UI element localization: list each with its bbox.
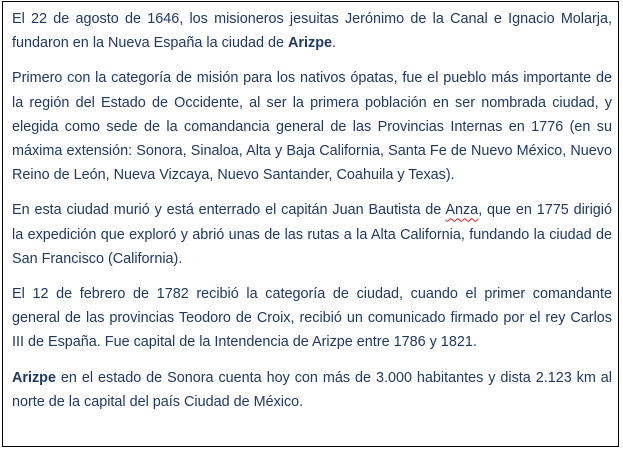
paragraph-2: Primero con la categoría de misión para los nativos ópatas, fue el pueblo más importante de la región del Estado de Occidente, al ser la primera población en ser nombrada ciudad, y elegida como sede de la comandancia general de las Provincias Internas en 1776 (en su máxima extensión: Sonora, Sinaloa, Alta y Baja California, Santa Fe de Nuevo México, Nuevo Reino de León, Nueva Vizcaya, Nuevo Santander, Coahuila y Texas). [12, 70, 612, 184]
city-name-bold-2: Arizpe [12, 369, 56, 386]
paragraph-5-text: en el estado de Sonora cuenta hoy con más de 3.000 habitantes y dista 2.123 km al norte de la capital del país Ciudad de México. [12, 369, 612, 410]
document-body [12, 7, 612, 425]
text-box-frame [2, 1, 619, 447]
city-name-bold: Arizpe [288, 35, 333, 52]
paragraph-3 [12, 198, 612, 271]
paragraph-1 [12, 7, 612, 55]
paragraph-1-end: . [332, 35, 337, 52]
paragraph-4: El 12 de febrero de 1782 recibió la categoría de ciudad, cuando el primer comandante general de las provincias Teodoro de Croix, recibió un comunicado firmado por el rey Carlos III de España. Fue capital de la Intendencia de Arizpe entre 1786 y 1821. [12, 286, 612, 351]
paragraph-5 [12, 366, 612, 414]
paragraph-3-after: , que en 1775 dirigió la expedición que exploró y abrió unas de las rutas a la Alta California, fundando la ciudad de San Francisco (California). [12, 202, 612, 267]
paragraph-1-text: El 22 de agosto de 1646, los misioneros jesuitas Jerónimo de la Canal e Ignacio Molarja, fundaron en la Nueva España la ciudad de [12, 11, 612, 52]
paragraph-3-before: En esta ciudad murió y está enterrado el capitán Juan Bautista de [12, 202, 446, 219]
spellcheck-flagged-word[interactable]: Anza [445, 202, 479, 219]
